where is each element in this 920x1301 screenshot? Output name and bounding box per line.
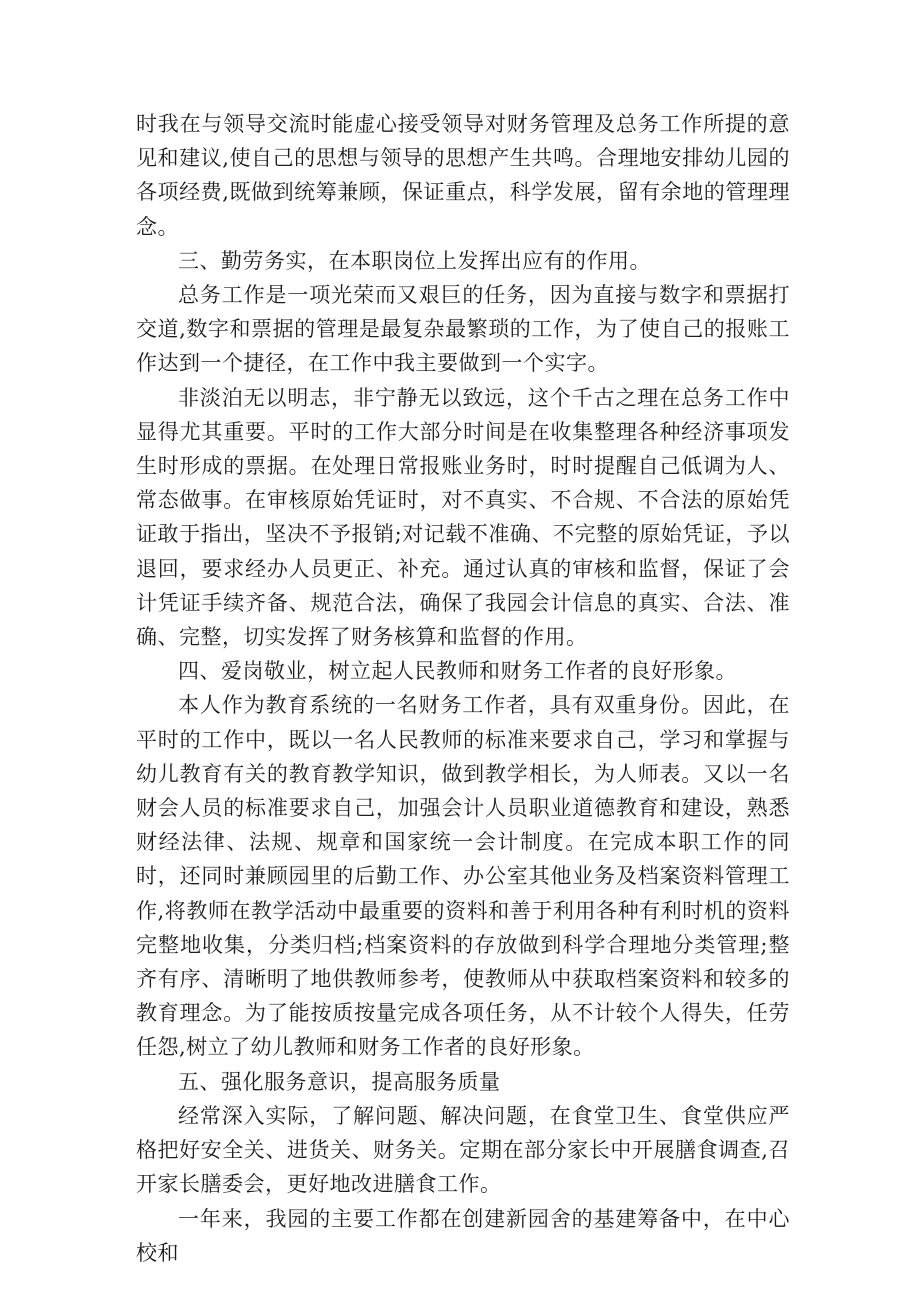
section-heading-three: 三、勤劳务实，在本职岗位上发挥出应有的作用。: [178, 248, 651, 273]
paragraph-canteen-service: 经常深入实际，了解问题、解决问题，在食堂卫生、食堂供应严格把好安全关、进货关、财务关。定期在部分家长中开展膳食调查,召开家长膳委会，更好地改进膳食工作。: [136, 1103, 790, 1197]
paragraph-continuation: 时我在与领导交流时能虚心接受领导对财务管理及总务工作所提的意见和建议,使自己的思想与领导的思想产生共鸣。合理地安排幼儿园的各项经费,既做到统筹兼顾，保证重点，科学发展，留有余地的管理理念。: [136, 112, 790, 239]
paragraph-year-review: 一年来，我园的主要工作都在创建新园舍的基建筹备中，在中心校和: [136, 1206, 790, 1265]
paragraph-review-vouchers: 非淡泊无以明志，非宁静无以致远，这个千古之理在总务工作中显得尤其重要。平时的工作大部分时间是在收集整理各种经济事项发生时形成的票据。在处理日常报账业务时，时时提醒自己低调为人、常态做事。在审核原始凭证时，对不真实、不合规、不合法的原始凭证敢于指出，坚决不予报销;对记载不准确、不完整的原始凭证，予以退回，要求经办人员更正、补充。通过认真的审核和监督，保证了会计凭证手续齐备、规范合法，确保了我园会计信息的真实、合法、准确、完整，切实发挥了财务核算和监督的作用。: [136, 385, 790, 650]
section-heading-four: 四、爱岗敬业，树立起人民教师和财务工作者的良好形象。: [178, 659, 737, 684]
paragraph-general-affairs: 总务工作是一项光荣而又艰巨的任务，因为直接与数字和票据打交道,数字和票据的管理是最复杂最繁琐的工作，为了使自己的报账工作达到一个捷径，在工作中我主要做到一个实字。: [136, 283, 790, 376]
document-body: [136, 107, 790, 1270]
paragraph-dual-identity: 本人作为教育系统的一名财务工作者，具有双重身份。因此，在平时的工作中，既以一名人民教师的标准来要求自己，学习和掌握与幼儿教育有关的教育教学知识，做到教学相长，为人师表。又以一名财会人员的标准要求自己，加强会计人员职业道德教育和建设，熟悉财经法律、法规、规章和国家统一会计制度。在完成本职工作的同时，还同时兼顾园里的后勤工作、办公室其他业务及档案资料管理工作,将教师在教学活动中最重要的资料和善于利用各种有利时机的资料完整地收集，分类归档;档案资料的存放做到科学合理地分类管理;整齐有序、清晰明了地供教师参考，使教师从中获取档案资料和较多的教育理念。为了能按质按量完成各项任务，从不计较个人得失，任劳任怨,树立了幼儿教师和财务工作者的良好形象。: [136, 693, 790, 1060]
section-heading-five: 五、强化服务意识，提高服务质量: [178, 1069, 501, 1094]
